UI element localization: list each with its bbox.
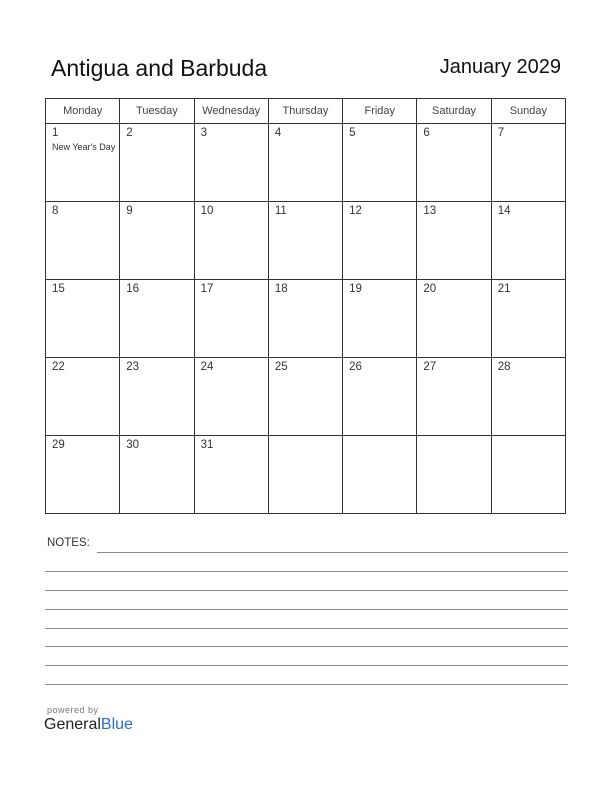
- day-number: 13: [423, 205, 437, 217]
- day-cell: [268, 436, 342, 514]
- day-number: 16: [126, 283, 140, 295]
- day-number: 1: [52, 127, 59, 139]
- day-number: 24: [200, 361, 214, 373]
- day-number: 27: [423, 361, 437, 373]
- day-number: 18: [274, 283, 288, 295]
- day-number: 19: [349, 283, 362, 295]
- powered-by-text: powered by: [47, 705, 99, 715]
- day-number: 31: [200, 439, 214, 451]
- day-cell: [46, 202, 120, 280]
- note-line: [45, 665, 568, 666]
- day-cell: [417, 358, 491, 436]
- day-cell: [343, 202, 417, 280]
- calendar-week-row: [46, 202, 566, 280]
- day-number: 15: [52, 283, 65, 295]
- day-cell: [343, 124, 417, 202]
- month-year-title: January 2029: [439, 56, 561, 78]
- country-title: Antigua and Barbuda: [51, 55, 268, 81]
- weekday-wednesday: Wednesday: [194, 99, 268, 124]
- day-cell: [417, 280, 491, 358]
- day-cell: [491, 124, 565, 202]
- day-cell: [194, 436, 268, 514]
- weekday-tuesday: Tuesday: [120, 99, 194, 124]
- day-number: 12: [349, 205, 362, 217]
- day-number: 4: [274, 127, 282, 139]
- day-number: 14: [497, 205, 511, 217]
- day-cell: [120, 436, 194, 514]
- day-number: [269, 436, 342, 439]
- weekday-thursday: Thursday: [268, 99, 342, 124]
- day-cell: [268, 280, 342, 358]
- day-cell: [120, 280, 194, 358]
- day-cell: [417, 202, 491, 280]
- day-number: 9: [126, 205, 133, 217]
- calendar-week-row: [46, 358, 566, 436]
- day-number: 22: [52, 361, 65, 373]
- weekday-monday: Monday: [46, 99, 120, 124]
- notes-label: NOTES:: [47, 537, 90, 549]
- day-cell: [417, 436, 491, 514]
- day-number: [417, 436, 490, 439]
- day-number: 29: [52, 439, 65, 451]
- day-number: 25: [274, 361, 288, 373]
- note-line: [45, 684, 568, 685]
- day-number: 8: [52, 205, 59, 217]
- day-number: 26: [349, 361, 362, 373]
- day-cell: [417, 124, 491, 202]
- calendar-week-row: [46, 280, 566, 358]
- day-number: [492, 436, 565, 439]
- day-cell: [343, 280, 417, 358]
- day-cell: [491, 280, 565, 358]
- day-number: 20: [423, 283, 437, 295]
- note-line: [45, 571, 568, 572]
- day-cell: [491, 436, 565, 514]
- logo-blue-text: Blue: [100, 716, 133, 733]
- day-cell: [194, 124, 268, 202]
- day-cell: [46, 124, 120, 202]
- day-cell: [46, 280, 120, 358]
- calendar-week-row: [46, 124, 566, 202]
- note-line: [45, 628, 568, 629]
- weekday-friday: Friday: [343, 99, 417, 124]
- day-cell: [46, 358, 120, 436]
- day-cell: [268, 202, 342, 280]
- weekday-saturday: Saturday: [417, 99, 491, 124]
- day-cell: [120, 202, 194, 280]
- note-line: [45, 590, 568, 591]
- day-number: 10: [200, 205, 214, 217]
- note-line: [97, 552, 568, 553]
- day-number: 23: [126, 361, 140, 373]
- generalblue-logo: [44, 716, 133, 734]
- day-cell: [268, 358, 342, 436]
- day-number: 11: [274, 205, 287, 217]
- calendar-body: [46, 124, 566, 514]
- day-number: [343, 436, 416, 439]
- day-cell: [194, 280, 268, 358]
- day-number: 17: [200, 283, 214, 295]
- calendar-grid: [45, 98, 566, 514]
- weekday-header-row: [46, 99, 566, 124]
- note-line: [45, 609, 568, 610]
- day-cell: [491, 202, 565, 280]
- day-number: 3: [200, 127, 207, 139]
- day-cell: [120, 358, 194, 436]
- day-cell: [343, 436, 417, 514]
- day-cell: [194, 358, 268, 436]
- logo-general-text: General: [44, 716, 101, 733]
- day-cell: [343, 358, 417, 436]
- holiday-label: New Year's Day: [52, 142, 116, 152]
- weekday-sunday: Sunday: [491, 99, 565, 124]
- day-cell: [268, 124, 342, 202]
- day-number: 7: [497, 127, 505, 139]
- calendar-week-row: [46, 436, 566, 514]
- day-cell: [120, 124, 194, 202]
- day-number: 21: [497, 283, 511, 295]
- day-number: 5: [349, 127, 356, 139]
- day-number: 30: [126, 439, 140, 451]
- day-cell: [194, 202, 268, 280]
- day-cell: [491, 358, 565, 436]
- note-line: [45, 646, 568, 647]
- day-number: 6: [423, 127, 430, 139]
- day-number: 28: [497, 361, 511, 373]
- day-cell: [46, 436, 120, 514]
- day-number: 2: [126, 127, 133, 139]
